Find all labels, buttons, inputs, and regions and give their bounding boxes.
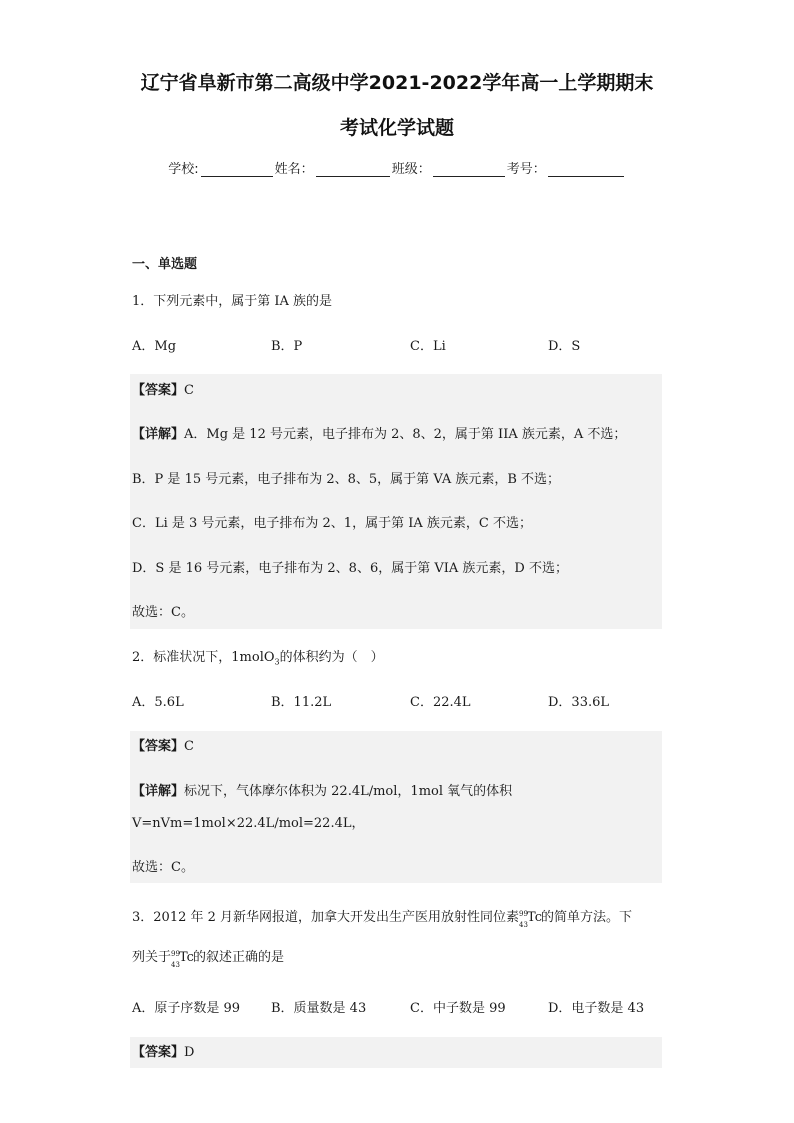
school-label: 学校: xyxy=(168,162,199,177)
q2-detail-label: 【详解】 xyxy=(132,784,185,799)
isotope-atomic-2: 43 xyxy=(171,961,180,969)
number-label: 考号： xyxy=(506,162,546,177)
q1-detail-line-3: C．Li 是 3 号元素，电子排布为 2、1，属于第 IA 族元素，C 不选； xyxy=(132,516,532,531)
isotope-atomic: 43 xyxy=(519,921,528,929)
q1-option-b: B．P xyxy=(271,339,303,354)
isotope-symbol: Tc xyxy=(527,910,542,925)
q1-answer-label: 【答案】 xyxy=(132,383,185,398)
q3-answer-label: 【答案】 xyxy=(132,1045,185,1060)
q1-answer-value: C xyxy=(184,383,194,398)
q1-detail-line-2: B．P 是 15 号元素，电子排布为 2、8、5，属于第 VA 族元素，B 不选； xyxy=(132,472,561,487)
q2-option-c: C．22.4L xyxy=(410,695,471,710)
q3-stem-line-2 xyxy=(132,949,284,967)
q3-stem2-pre: 列关于 xyxy=(132,950,172,965)
title-line-2: 考试化学试题 xyxy=(339,117,454,139)
q3-stem-pre: 3．2012 年 2 月新华网报道，加拿大开发出生产医用放射性同位素 xyxy=(132,910,520,925)
isotope-symbol-2: Tc xyxy=(179,950,194,965)
q2-stem xyxy=(132,649,384,672)
q2-conclusion: 故选：C。 xyxy=(132,860,194,875)
q3-stem-post: 的简单方法。下 xyxy=(541,910,633,925)
q1-option-c: C．Li xyxy=(410,339,446,354)
q2-answer-label: 【答案】 xyxy=(132,739,185,754)
q2-answer-box xyxy=(130,731,662,883)
q2-stem-pre: 2．标准状况下，1molO xyxy=(132,650,275,665)
q2-detail xyxy=(132,783,512,801)
q2-option-d: D．33.6L xyxy=(548,695,610,710)
q3-stem2-post: 的叙述正确的是 xyxy=(193,950,285,965)
class-label: 班级： xyxy=(391,162,431,177)
class-blank xyxy=(433,162,505,177)
section-title: 一、单选题 xyxy=(132,257,198,272)
title-line-1: 辽宁省阜新市第二高级中学2021-2022学年高一上学期期末 xyxy=(140,72,654,94)
isotope-tc xyxy=(519,909,542,929)
q1-answer xyxy=(132,382,194,400)
q1-option-a: A．Mg xyxy=(132,339,177,354)
q2-answer xyxy=(132,738,194,756)
q3-option-b: B．质量数是 43 xyxy=(271,1001,367,1016)
q2-option-b: B．11.2L xyxy=(271,695,332,710)
q1-answer-box xyxy=(130,374,662,629)
school-blank xyxy=(201,162,273,177)
number-blank xyxy=(548,162,624,177)
student-info-row xyxy=(0,158,794,177)
q3-option-c: C．中子数是 99 xyxy=(410,1001,506,1016)
q2-stem-sub: 3 xyxy=(274,657,280,667)
q1-conclusion: 故选：C。 xyxy=(132,605,194,620)
isotope-mass: 99 xyxy=(519,910,528,918)
isotope-mass-2: 99 xyxy=(171,950,180,958)
q2-stem-post: 的体积约为（ ） xyxy=(279,650,384,665)
q1-detail-line-4: D．S 是 16 号元素，电子排布为 2、8、6，属于第 VIA 族元素，D 不选； xyxy=(132,561,568,576)
q2-option-a: A．5.6L xyxy=(132,695,184,710)
name-blank xyxy=(316,162,390,177)
q3-answer-value: D xyxy=(184,1045,195,1060)
isotope-tc-2 xyxy=(171,949,194,969)
q1-detail-label: 【详解】 xyxy=(132,427,185,442)
q3-answer-box xyxy=(130,1037,662,1068)
q3-stem-line-1 xyxy=(132,909,632,927)
q1-option-d: D．S xyxy=(548,339,581,354)
q2-answer-value: C xyxy=(184,739,194,754)
q1-stem: 1．下列元素中，属于第 IA 族的是 xyxy=(132,294,333,309)
q1-detail-a xyxy=(132,426,626,444)
q1-detail-line-1: A．Mg 是 12 号元素，电子排布为 2、8、2，属于第 IIA 族元素，A 不选； xyxy=(184,427,627,442)
q3-option-a: A．原子序数是 99 xyxy=(132,1001,241,1016)
q2-detail-line-1: 标况下，气体摩尔体积为 22.4L/mol，1mol 氧气的体积 xyxy=(184,784,513,799)
name-label: 姓名： xyxy=(274,162,314,177)
q3-option-d: D．电子数是 43 xyxy=(548,1001,645,1016)
q2-detail-line-2: V=nVm=1mol×22.4L/mol=22.4L， xyxy=(132,816,365,831)
q3-answer xyxy=(132,1044,194,1062)
